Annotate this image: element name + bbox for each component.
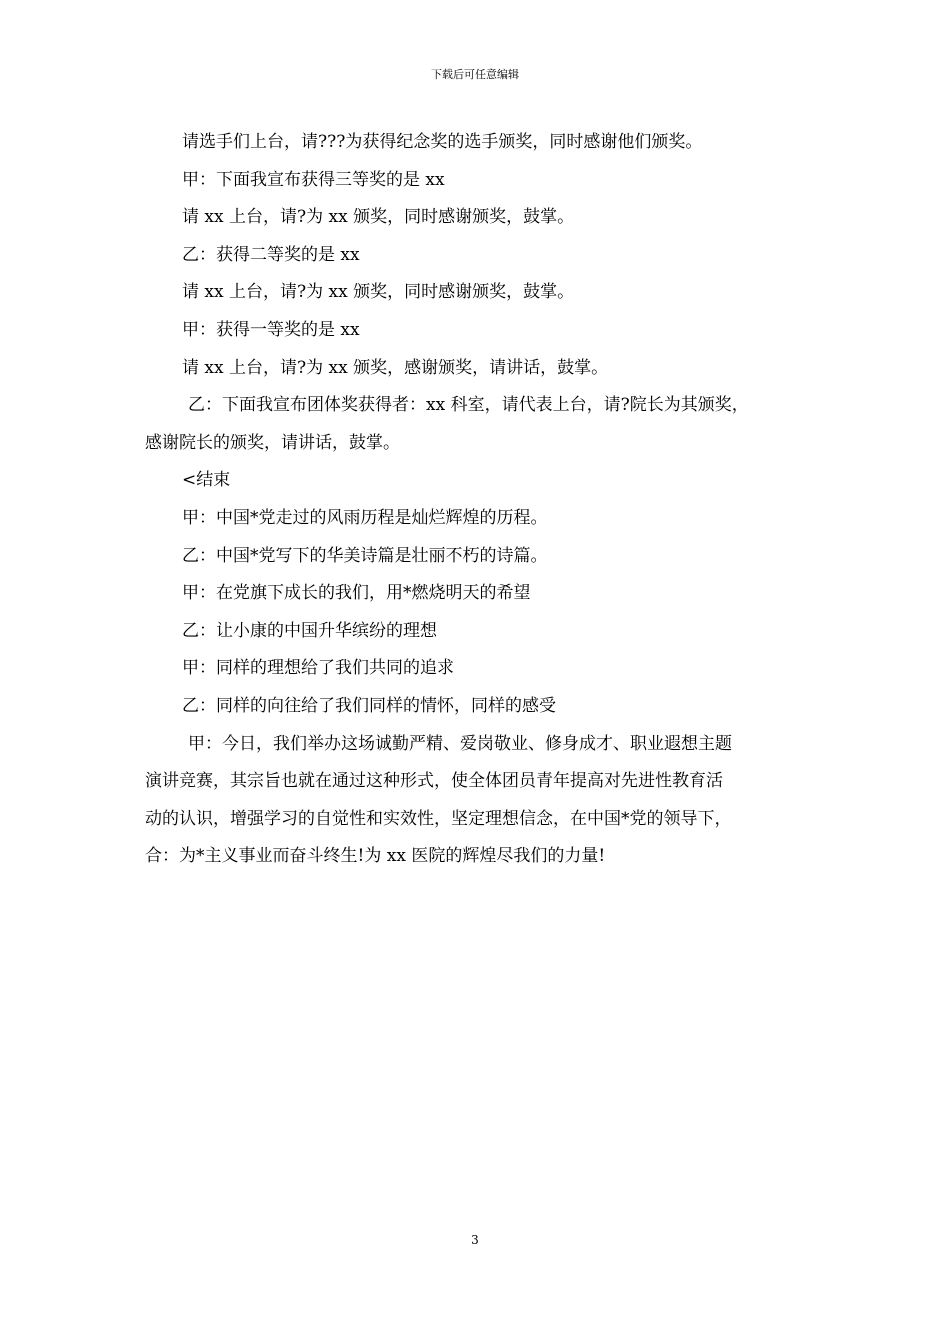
text-line: 乙：获得二等奖的是 xx: [182, 244, 360, 265]
document-body: [145, 124, 820, 876]
text-line: 甲：在党旗下成长的我们，用*燃烧明天的希望: [182, 583, 531, 604]
text-line: 乙：中国*党写下的华美诗篇是壮丽不朽的诗篇。: [182, 545, 548, 566]
text-line: 乙：下面我宣布团体奖获得者：xx 科室，请代表上台，请?院长为其颁奖，: [188, 395, 749, 416]
text-line: 演讲竞赛，其宗旨也就在通过这种形式，使全体团员青年提高对先进性教育活: [145, 771, 723, 792]
text-line: 乙：同样的向往给了我们同样的情怀，同样的感受: [182, 695, 556, 716]
text-line: 乙：让小康的中国升华缤纷的理想: [182, 620, 437, 641]
text-line: 甲：下面我宣布获得三等奖的是 xx: [182, 169, 445, 190]
text-line: 请 xx 上台，请?为 xx 颁奖，同时感谢颁奖，鼓掌。: [182, 282, 575, 303]
text-line: 请 xx 上台，请?为 xx 颁奖，同时感谢颁奖，鼓掌。: [182, 207, 575, 228]
text-line: 请选手们上台，请???为获得纪念奖的选手颁奖，同时感谢他们颁奖。: [182, 132, 703, 152]
text-line: 甲：今日，我们举办这场诚勤严精、爱岗敬业、修身成才、职业遐想主题: [188, 733, 732, 754]
text-line: 动的认识，增强学习的自觉性和实效性，坚定理想信念，在中国*党的领导下，: [145, 808, 732, 829]
text-line: 甲：同样的理想给了我们共同的追求: [182, 658, 454, 679]
text-line: 感谢院长的颁奖，请讲话，鼓掌。: [145, 432, 400, 453]
page-header: 下载后可任意编辑: [431, 68, 519, 81]
text-line: <结束: [182, 470, 231, 491]
text-line: 合：为*主义事业而奋斗终生!为 xx 医院的辉煌尽我们的力量!: [145, 846, 606, 867]
page-number: 3: [471, 1233, 479, 1247]
text-line: 请 xx 上台，请?为 xx 颁奖，感谢颁奖，请讲话，鼓掌。: [182, 357, 609, 378]
text-line: 甲：获得一等奖的是 xx: [182, 319, 360, 340]
text-line: 甲：中国*党走过的风雨历程是灿烂辉煌的历程。: [182, 507, 548, 528]
